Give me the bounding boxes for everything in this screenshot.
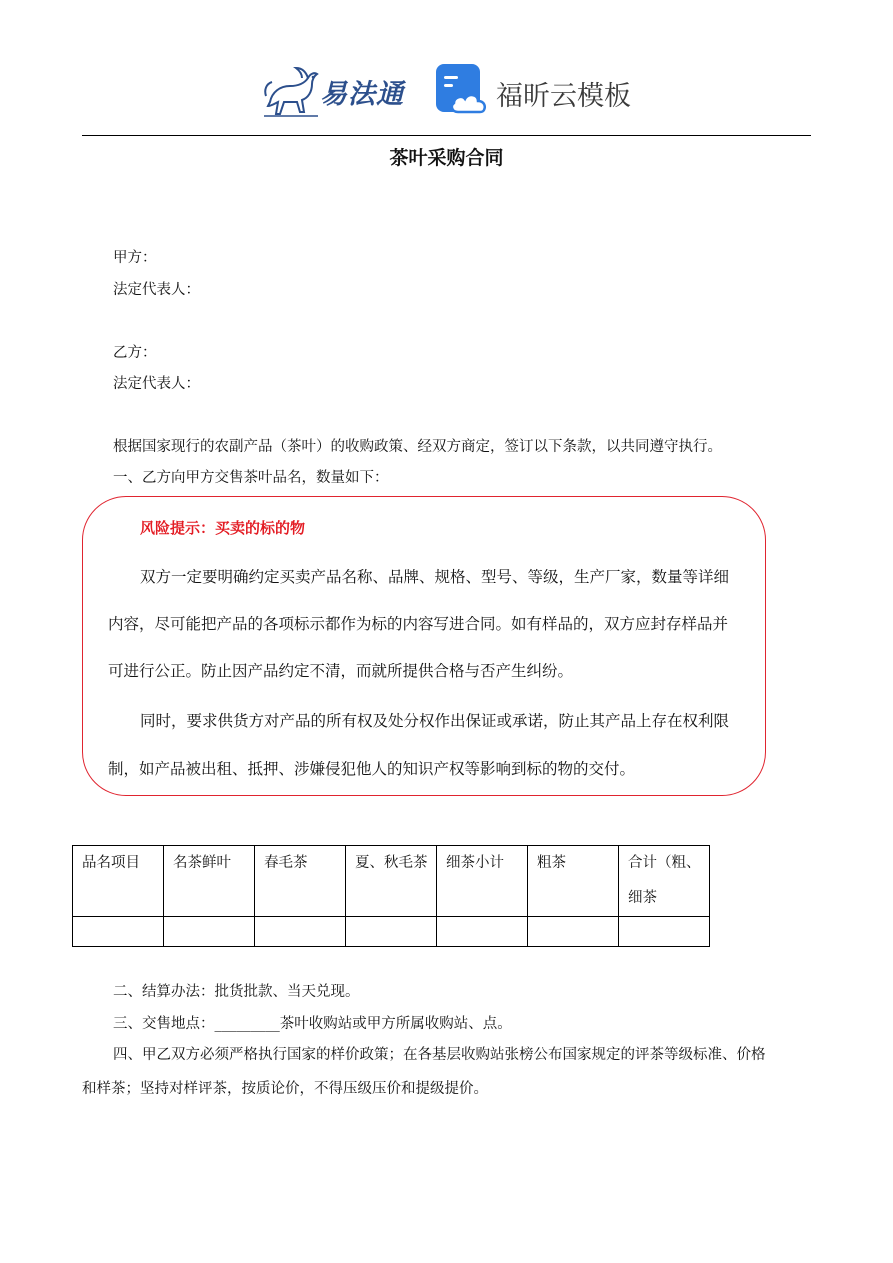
table-header-row [73,846,710,917]
clause-1: 一、乙方向甲方交售茶叶品名，数量如下： [113,470,389,486]
party-a-representative: 法定代表人： [113,282,200,298]
clause-3: 三、交售地点：_________茶叶收购站或甲方所属收购站、点。 [113,1016,512,1032]
risk-warning-line: 同时，要求供货方对产品的所有权及处分权作出保证或承诺，防止其产品上存在权利限 [140,712,730,730]
table-cell [255,917,346,947]
table-header-cell: 品名项目 [73,846,164,917]
table-cell [346,917,437,947]
fuxin-brand-text: 福昕云模板 [496,81,631,112]
cloud-document-icon [436,64,486,116]
party-a-label: 甲方： [113,250,157,266]
table-header-cell: 春毛茶 [255,846,346,917]
qilin-horse-icon [262,62,320,118]
risk-warning-line: 内容，尽可能把产品的各项标示都作为标的内容写进合同。如有样品的，双方应封存样品并 [108,615,729,633]
table-header-cell: 名茶鲜叶 [164,846,255,917]
clause-2: 二、结算办法：批货批款、当天兑现。 [113,984,360,1000]
clause-4-line-1: 四、甲乙双方必须严格执行国家的样价政策；在各基层收购站张榜公布国家规定的评茶等级标准、价格 [113,1047,766,1063]
table-header-cell: 粗茶 [528,846,619,917]
table-cell [528,917,619,947]
tea-quantity-table [72,845,710,947]
party-b-label: 乙方： [113,345,157,361]
party-b-representative: 法定代表人： [113,376,200,392]
risk-warning-line: 制，如产品被出租、抵押、涉嫌侵犯他人的知识产权等影响到标的物的交付。 [108,760,636,778]
risk-warning-title: 风险提示：买卖的标的物 [140,519,306,537]
table-row [73,917,710,947]
yifatong-brand-text: 易法通 [320,79,404,110]
header-divider [82,135,811,136]
table-cell [437,917,528,947]
table-cell [164,917,255,947]
risk-warning-line: 双方一定要明确约定买卖产品名称、品牌、规格、型号、等级，生产厂家，数量等详细 [140,568,730,586]
total-header-line-1: 合计（粗、 [628,855,701,871]
table-header-cell: 夏、秋毛茶 [346,846,437,917]
risk-warning-box [82,496,766,796]
yifatong-logo [262,60,414,120]
clause-4-line-2: 和样茶；坚持对样评茶，按质论价，不得压级压价和提级提价。 [82,1081,488,1097]
fuxin-logo [436,64,636,118]
table-header-cell: 细茶小计 [437,846,528,917]
table-cell [73,917,164,947]
document-header [0,60,893,120]
table-cell [619,917,710,947]
total-header-line-2: 细茶 [628,890,657,906]
table-header-cell-total [619,846,710,917]
risk-warning-line: 可进行公正。防止因产品约定不清，而就所提供合格与否产生纠纷。 [108,662,574,680]
intro-paragraph: 根据国家现行的农副产品（茶叶）的收购政策、经双方商定，签订以下条款，以共同遵守执行。 [113,439,722,455]
document-title: 茶叶采购合同 [389,147,504,169]
